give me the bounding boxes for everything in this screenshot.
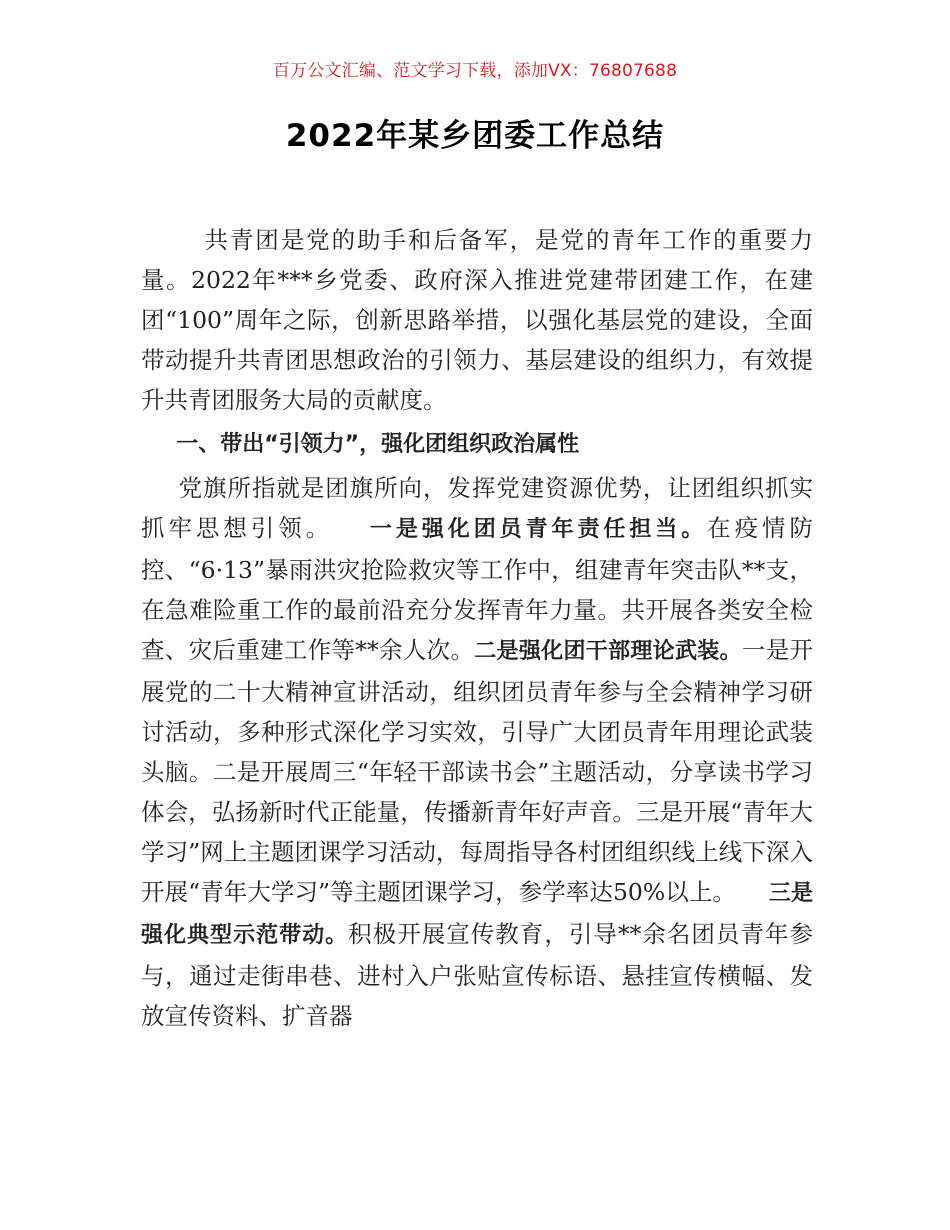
point-1-title: 一是强化团员青年责任担当。 (365, 517, 708, 542)
point-2-title: 二是强化团干部理论武装。 (474, 639, 742, 664)
point-3-text: 积极开展宣传教育，引导**余名团员青年参与，通过走街串巷、进村入户张贴宣传标语、悬挂宣传横幅、发放宣传资料、扩音器 (141, 920, 813, 1030)
document-body (141, 220, 813, 1036)
watermark-header: 百万公文汇编、范文学习下载，添加VX：76807688 (272, 61, 678, 81)
point-1-text: 在疫情防控、“6·13”暴雨洪灾抢险救灾等工作中，组建青年突击队**支，在急难险重工作的最前沿充分发挥青年力量。共开展各类安全检查、灾后重建工作等**余人次。 (141, 514, 813, 664)
document-title: 2022年某乡团委工作总结 (285, 118, 665, 154)
section-1-lead: 党旗所指就是团旗所向，发挥党建资源优势，让团组织抓实抓牢思想引领。 (141, 474, 813, 542)
intro-paragraph: 共青团是党的助手和后备军，是党的青年工作的重要力量。2022年***乡党委、政府深入推进党建带团建工作，在建团“100”周年之际，创新思路举措，以强化基层党的建设，全面带动提升共青团思想政治的引领力、基层建设的组织力，有效提升共青团服务大局的贡献度。 (141, 226, 813, 414)
section-1-paragraph (141, 468, 813, 1036)
point-3-title: 三是强化典型示范带动。 (141, 881, 813, 948)
section-heading-1: 一、带出“引领力”，强化团组织政治属性 (176, 432, 580, 457)
point-2-text: 一是开展党的二十大精神宣讲活动，组织团员青年参与全会精神学习研讨活动，多种形式深化学习实效，引导广大团员青年用理论武装头脑。二是开展周三“年轻干部读书会”主题活动，分享读书学习体会，弘扬新时代正能量，传播新青年好声音。三是开展“青年大学习”网上主题团课学习活动，每周指导各村团组织线上线下深入开展“青年大学习”等主题团课学习，参学率达50%以上。 (141, 636, 813, 906)
